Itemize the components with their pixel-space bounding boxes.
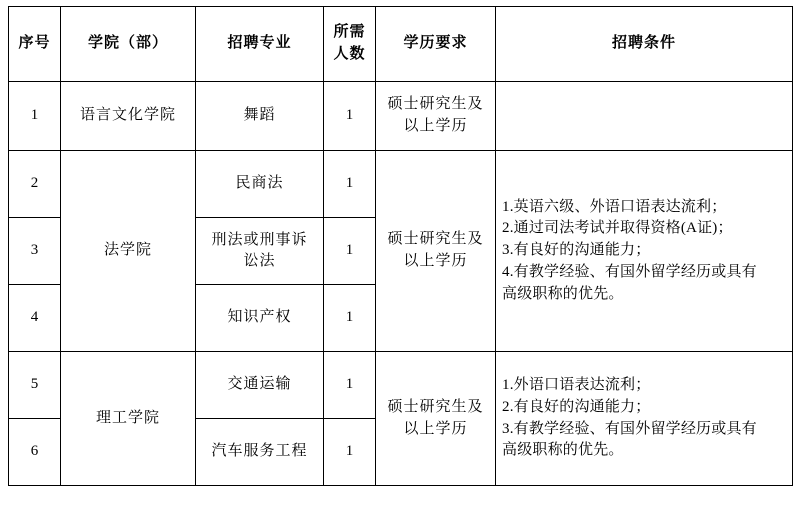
column-header-count-line1: 所需 [333, 24, 366, 41]
condition-line: 3.有教学经验、有国外留学经历或具有 [502, 420, 757, 437]
cell-count: 1 [324, 285, 376, 352]
condition-line: 2.通过司法考试并取得资格(A证)； [502, 220, 733, 237]
cell-count: 1 [324, 352, 376, 419]
cell-no: 1 [9, 82, 61, 151]
cell-no: 2 [9, 151, 61, 218]
recruitment-table [8, 6, 793, 486]
table-body [9, 82, 793, 486]
education-line1: 硕士研究生及 [387, 398, 484, 415]
education-line2: 以上学历 [403, 118, 468, 134]
major-line2: 讼法 [243, 253, 276, 269]
cell-department: 法学院 [61, 151, 196, 352]
cell-major: 交通运输 [196, 352, 324, 419]
cell-count: 1 [324, 151, 376, 218]
education-line1: 硕士研究生及 [387, 96, 484, 113]
major-line1: 刑法或刑事诉 [211, 232, 308, 248]
cell-education [376, 151, 496, 352]
cell-major: 民商法 [196, 151, 324, 218]
cell-conditions [496, 352, 793, 486]
column-header-count [324, 7, 376, 82]
cell-major [196, 218, 324, 285]
cell-no: 5 [9, 352, 61, 419]
cell-department: 理工学院 [61, 352, 196, 486]
column-header-conditions: 招聘条件 [496, 7, 793, 82]
cell-major: 知识产权 [196, 285, 324, 352]
column-header-education: 学历要求 [376, 7, 496, 82]
condition-line: 4.有教学经验、有国外留学经历或具有 [502, 263, 757, 280]
table-header [9, 7, 793, 82]
table-row [9, 352, 793, 419]
condition-line: 高级职称的优先。 [502, 285, 624, 302]
cell-education [376, 352, 496, 486]
table-row [9, 82, 793, 151]
header-row [9, 7, 793, 82]
column-header-major: 招聘专业 [196, 7, 324, 82]
condition-line: 3.有良好的沟通能力； [502, 242, 651, 259]
cell-no: 6 [9, 419, 61, 486]
condition-line: 1.外语口语表达流利； [502, 377, 651, 393]
cell-count: 1 [324, 82, 376, 151]
condition-line: 1.英语六级、外语口语表达流利； [502, 198, 727, 215]
table-row [9, 151, 793, 218]
cell-department: 语言文化学院 [61, 82, 196, 151]
column-header-department: 学院（部） [61, 7, 196, 82]
column-header-no: 序号 [9, 7, 61, 82]
cell-major: 汽车服务工程 [196, 419, 324, 486]
condition-line: 高级职称的优先。 [502, 442, 624, 459]
cell-count: 1 [324, 419, 376, 486]
column-header-count-line2: 人数 [333, 46, 366, 62]
education-line2: 以上学历 [403, 420, 468, 437]
cell-count: 1 [324, 218, 376, 285]
cell-conditions [496, 151, 793, 352]
cell-education [376, 82, 496, 151]
education-line1: 硕士研究生及 [387, 231, 484, 248]
cell-major: 舞蹈 [196, 82, 324, 151]
cell-no: 4 [9, 285, 61, 352]
cell-no: 3 [9, 218, 61, 285]
cell-conditions [496, 82, 793, 151]
education-line2: 以上学历 [403, 253, 468, 269]
condition-line: 2.有良好的沟通能力； [502, 398, 651, 415]
